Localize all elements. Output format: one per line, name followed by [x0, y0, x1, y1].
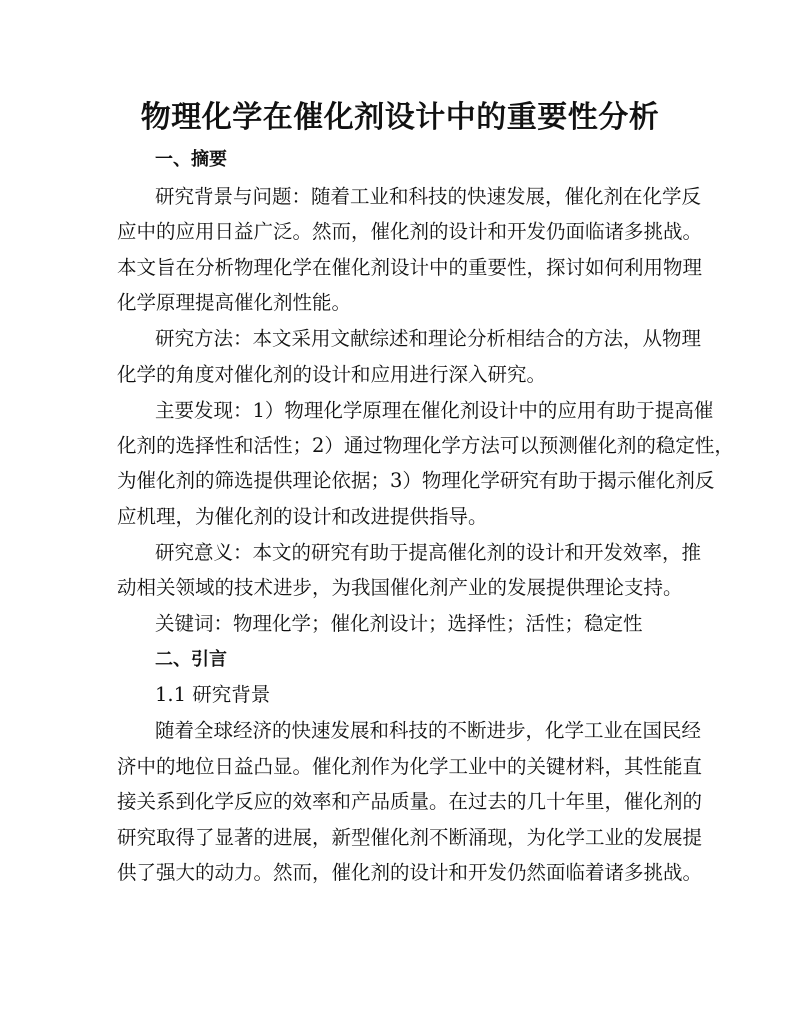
paragraph-line: 动相关领域的技术进步，为我国催化剂产业的发展提供理论支持。	[117, 576, 683, 599]
paragraph-line: 供了强大的动力。然而，催化剂的设计和开发仍然面临着诸多挑战。	[117, 861, 703, 884]
paragraph-line: 应中的应用日益广泛。然而，催化剂的设计和开发仍面临诸多挑战。	[117, 220, 703, 243]
paragraph-line: 化学原理提高催化剂性能。	[117, 291, 352, 314]
paragraph-line: 为催化剂的筛选提供理论依据；3）物理化学研究有助于揭示催化剂反	[117, 469, 715, 492]
paragraph-line: 化学的角度对催化剂的设计和应用进行深入研究。	[117, 363, 547, 386]
section-heading-introduction: 二、引言	[155, 649, 227, 670]
paragraph-line: 随着全球经济的快速发展和科技的不断进步，化学工业在国民经	[155, 719, 702, 742]
paragraph-line: 化剂的选择性和活性；2）通过物理化学方法可以预测催化剂的稳定性，	[117, 434, 734, 457]
paragraph-line: 接关系到化学反应的效率和产品质量。在过去的几十年里，催化剂的	[117, 790, 703, 813]
subsection-heading: 1.1 研究背景	[155, 683, 271, 706]
paragraph-line: 研究方法：本文采用文献综述和理论分析相结合的方法，从物理	[155, 327, 702, 350]
paragraph-line: 本文旨在分析物理化学在催化剂设计中的重要性，探讨如何利用物理	[117, 256, 703, 279]
section-heading-abstract: 一、摘要	[155, 149, 227, 170]
paragraph-line: 应机理，为催化剂的设计和改进提供指导。	[117, 505, 488, 528]
paragraph-line: 研究取得了显著的进展，新型催化剂不断涌现，为化学工业的发展提	[117, 826, 703, 849]
paragraph-line: 主要发现：1）物理化学原理在催化剂设计中的应用有助于提高催	[155, 399, 714, 422]
paragraph-line: 济中的地位日益凸显。催化剂作为化学工业中的关键材料，其性能直	[117, 755, 703, 778]
document-title: 物理化学在催化剂设计中的重要性分析	[140, 100, 660, 135]
paragraph-line: 研究背景与问题：随着工业和科技的快速发展，催化剂在化学反	[155, 185, 702, 208]
paragraph-line: 研究意义：本文的研究有助于提高催化剂的设计和开发效率，推	[155, 541, 702, 564]
keywords-line: 关键词：物理化学；催化剂设计；选择性；活性；稳定性	[155, 612, 643, 635]
